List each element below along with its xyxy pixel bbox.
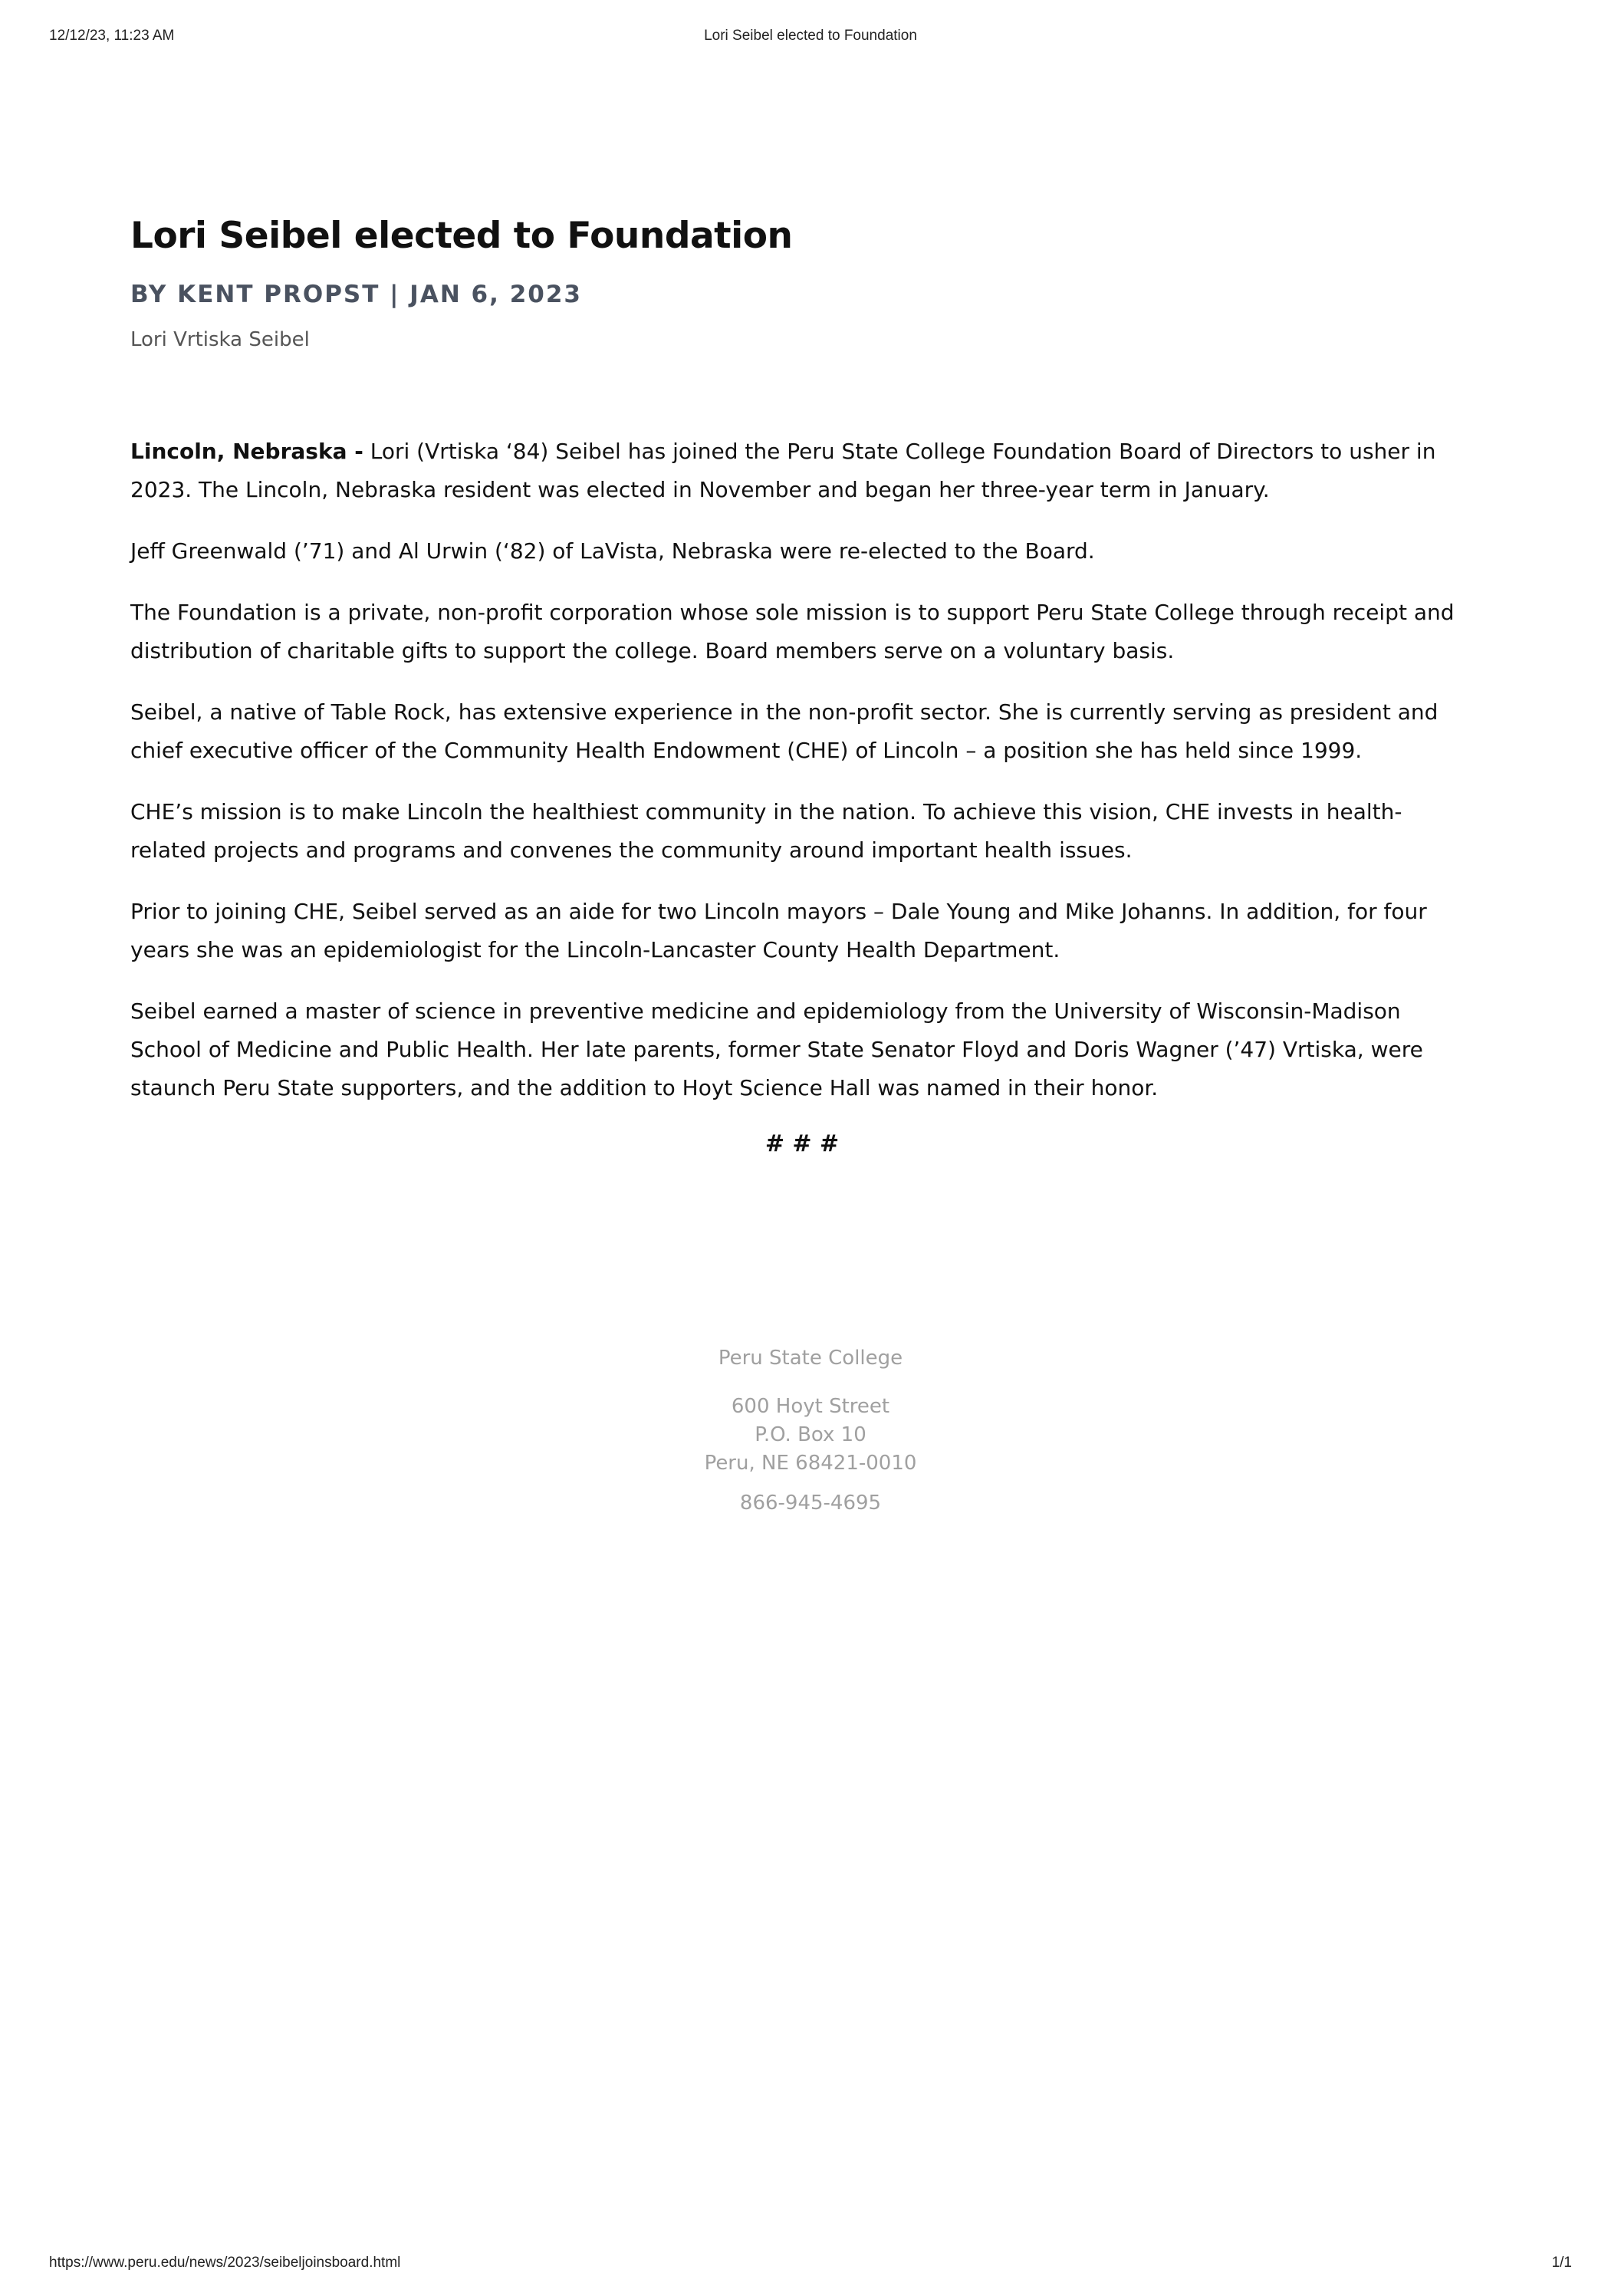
print-header: [0, 28, 1621, 51]
paragraph: Jeff Greenwald (’71) and Al Urwin (‘82) of LaVista, Nebraska were re-elected to the Board.: [130, 538, 1095, 564]
article: [130, 215, 1474, 1157]
lead-text: Lori (Vrtiska ‘84) Seibel has joined the Peru State College Foundation Board of Directors to usher in 2023. The Lincoln, Nebraska resident was elected in November and began her three-year term in January.: [130, 439, 1436, 503]
article-byline: BY KENT PROPST | JAN 6, 2023: [130, 281, 582, 309]
site-footer: [0, 1347, 1621, 1515]
lead-paragraph: [130, 433, 1474, 509]
image-caption: Lori Vrtiska Seibel: [130, 328, 310, 352]
article-title: Lori Seibel elected to Foundation: [130, 215, 793, 257]
print-page-count: 1/1: [1551, 2255, 1572, 2271]
paragraph: CHE’s mission is to make Lincoln the healthiest community in the nation. To achieve this vision, CHE invests in health-related projects and programs and convenes the community around important health issues.: [130, 799, 1402, 863]
footer-address-street: 600 Hoyt Street: [731, 1395, 890, 1418]
paragraph: Prior to joining CHE, Seibel served as an aide for two Lincoln mayors – Dale Young and Mike Johanns. In addition, for four years she was an epidemiologist for the Lincoln-Lancaster County Health Department.: [130, 899, 1427, 963]
print-page-title: Lori Seibel elected to Foundation: [704, 28, 917, 44]
footer-college-name[interactable]: Peru State College: [718, 1347, 903, 1370]
paragraph: Seibel, a native of Table Rock, has extensive experience in the non-profit sector. She is currently serving as president and chief executive officer of the Community Health Endowment (CHE) of Lincoln – a position she has held since 1999.: [130, 699, 1439, 764]
footer-phone[interactable]: 866-945-4695: [739, 1492, 882, 1515]
paragraph: Seibel earned a master of science in preventive medicine and epidemiology from the University of Wisconsin-Madison School of Medicine and Public Health. Her late parents, former State Senator Floyd and Doris Wagner (’47) Vrtiska, were staunch Peru State supporters, and the addition to Hoyt Science Hall was named in their honor.: [130, 998, 1423, 1101]
end-mark: # # #: [764, 1130, 840, 1158]
article-body: [130, 433, 1474, 1107]
footer-address-po-box: P.O. Box 10: [755, 1423, 866, 1446]
dateline: Lincoln, Nebraska -: [130, 439, 363, 465]
print-url: https://www.peru.edu/news/2023/seibeljoinsboard.html: [49, 2255, 401, 2271]
print-datetime: 12/12/23, 11:23 AM: [49, 28, 175, 44]
print-footer: [0, 2255, 1621, 2278]
footer-address-city: Peru, NE 68421-0010: [704, 1452, 917, 1475]
paragraph: The Foundation is a private, non-profit corporation whose sole mission is to support Peru State College through receipt and distribution of charitable gifts to support the college. Board members serve on a voluntary basis.: [130, 600, 1455, 664]
